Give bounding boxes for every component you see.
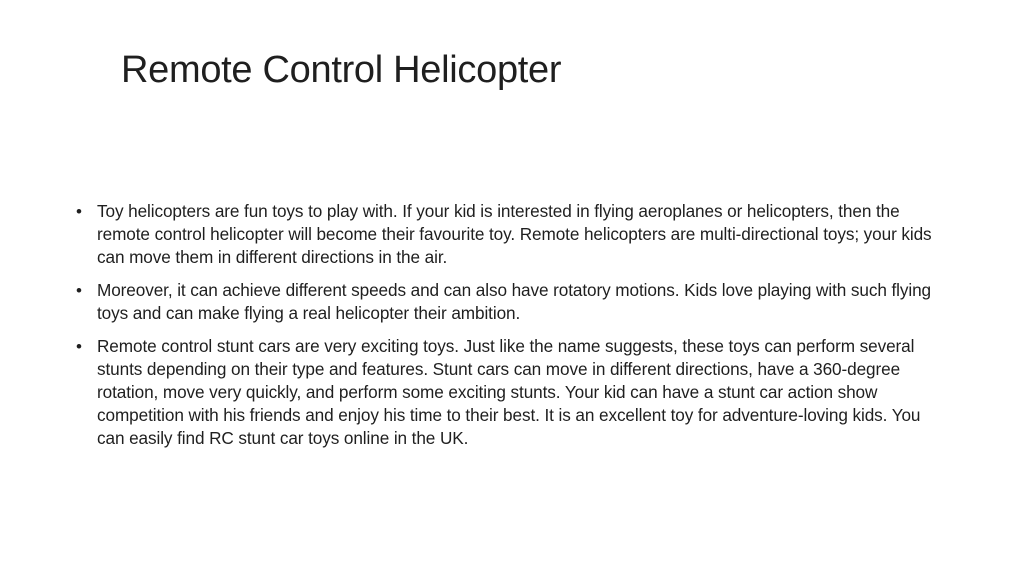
bullet-text: Toy helicopters are fun toys to play with. If your kid is interested in flying aeroplanes or helicopters, then the remote control helicopter will become their favourite toy. Remote helicopters are multi-directional toys; your kids can move them in different directions in the air.	[97, 201, 932, 267]
bullet-list	[76, 200, 946, 460]
bullet-icon: •	[76, 281, 82, 300]
slide-title: Remote Control Helicopter	[121, 49, 562, 91]
bullet-icon: •	[76, 202, 82, 221]
bullet-icon: •	[76, 337, 82, 356]
bullet-text: Moreover, it can achieve different speeds and can also have rotatory motions. Kids love playing with such flying toys and can make flying a real helicopter their ambition.	[97, 280, 932, 323]
bullet-item	[76, 335, 946, 450]
bullet-text: Remote control stunt cars are very exciting toys. Just like the name suggests, these toys can perform several stunts depending on their type and features. Stunt cars can move in different directions, have a 360-degree rotation, move very quickly, and perform some exciting stunts. Your kid can have a stunt car action show competition with his friends and enjoy his time to their best. It is an excellent toy for adventure-loving kids. You can easily find RC stunt car toys online in the UK.	[97, 336, 921, 448]
bullet-item	[76, 279, 946, 325]
bullet-item	[76, 200, 946, 269]
